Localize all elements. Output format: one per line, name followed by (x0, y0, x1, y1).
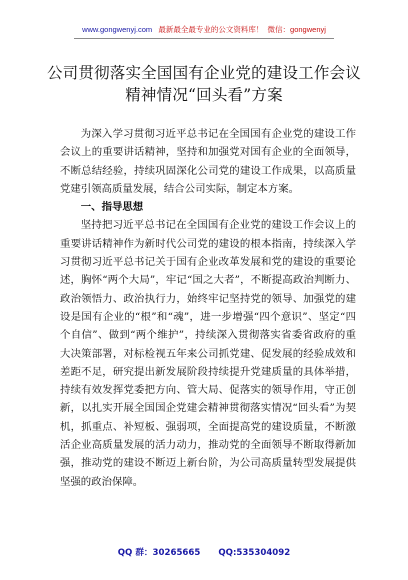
qq-group-number: QQ 群：30265665 (117, 548, 201, 558)
document-body (60, 125, 356, 491)
title-line-2: 精神情况“回头看”方案 (125, 86, 283, 104)
title-line-1: 公司贯彻落实全国国有企业党的建设工作会议 (46, 64, 361, 82)
section-heading-guiding-ideology: 一、指导思想 (80, 201, 144, 214)
contact-footer (0, 546, 408, 558)
qq-number: QQ:535304092 (218, 548, 291, 558)
site-header (78, 24, 330, 36)
wechat-id: 微信：gongwenyj (267, 25, 326, 34)
intro-paragraph: 为深入学习贯彻习近平总书记在全国国有企业党的建设工作会议上的重要讲话精神，坚持和加强党对国有企业的全面领导，不断总结经验，持续巩固深化公司党的建设工作成果，以高质量党建引领高质量发展，结合公司实际，制定本方案。 (60, 128, 356, 195)
document-title (40, 62, 368, 106)
site-url-link[interactable]: www.gongwenyj.com (82, 25, 153, 34)
site-slogan: 最新最全最专业的公文资料库！ (158, 25, 264, 34)
header-divider (74, 38, 334, 39)
section-paragraph-guiding-ideology: 坚持把习近平总书记在全国国有企业党的建设工作会议上的重要讲话精神作为新时代公司党的建设的根本指南，持续深入学习贯彻习近平总书记关于国有企业改革发展和党的建设的重要论述，胸怀“两个大局”，牢记“国之大者”，不断提高政治判断力、政治领悟力、政治执行力，始终牢记坚持党的领导、加强党的建设是国有企业的“根”和“魂”，进一步增强“四个意识”、坚定“四个自信”、做到“两个维护”，持续深入贯彻落实省委省政府的重大决策部署，对标检视五年来公司抓党建、促发展的经验成效和差距不足，研究提出新发展阶段持续提升党建质量的具体举措，持续有效发挥党委把方向、管大局、促落实的领导作用，守正创新，以扎实开展全国国企党建会精神贯彻落实情况“回头看”为契机，抓重点、补短板、强弱项，全面提高党的建设质量，不断激活企业高质量发展的活力动力，推动党的全面领导不断取得新加强，推动党的建设不断迈上新台阶，为公司高质量转型发展提供坚强的政治保障。 (60, 219, 356, 488)
